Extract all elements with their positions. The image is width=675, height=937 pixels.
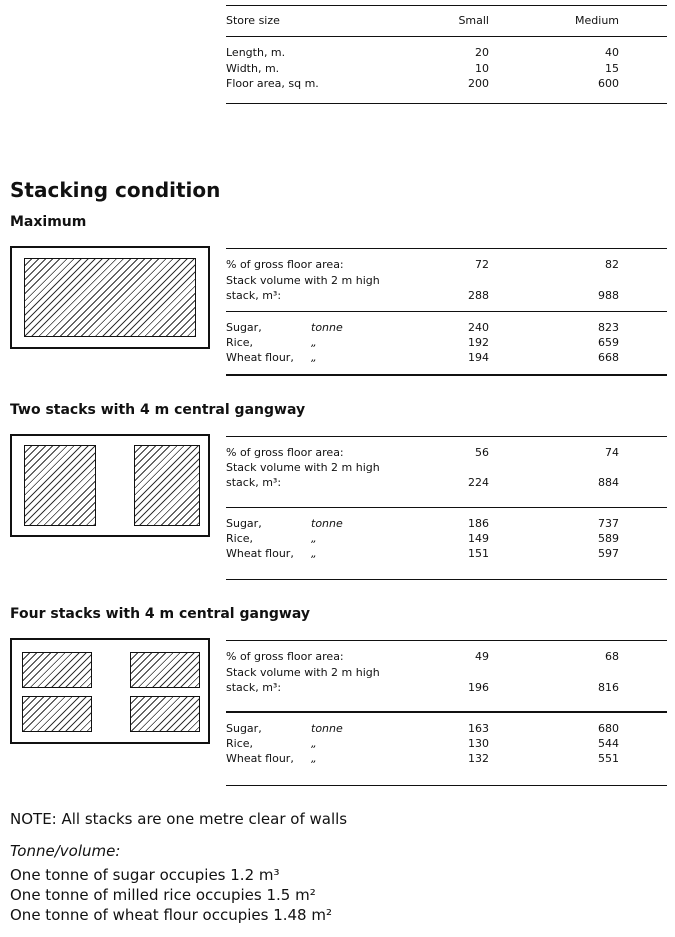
rice-unit: „ (311, 532, 317, 545)
stack-hatch (24, 258, 196, 337)
wheat-flour-label: Wheat flour, (226, 351, 294, 364)
rice-label: Rice, (226, 336, 254, 349)
section-mid-rule (226, 711, 667, 713)
rice-label: Rice, (226, 737, 254, 750)
stack-hatch-top-right (130, 652, 200, 688)
sugar-small: 186 (468, 517, 489, 530)
gross-label: % of gross floor area: (226, 446, 344, 459)
header-medium: Medium (575, 14, 619, 27)
gross-small: 56 (475, 446, 489, 459)
volume-medium: 988 (598, 289, 619, 302)
sugar-label: Sugar, (226, 517, 262, 530)
wheat-flour-small: 132 (468, 752, 489, 765)
volume-label-1: Stack volume with 2 m high (226, 461, 380, 474)
length-small: 20 (475, 46, 489, 59)
section-bottom-rule (226, 785, 667, 786)
section-top-rule (226, 640, 667, 641)
wheat-flour-small: 151 (468, 547, 489, 560)
note-text: NOTE: All stacks are one metre clear of walls (10, 810, 348, 828)
tonne-volume-subtitle: Tonne/volume: (10, 842, 121, 860)
width-medium: 15 (605, 62, 619, 75)
sugar-unit: tonne (311, 722, 343, 735)
wheat-flour-medium: 597 (598, 547, 619, 560)
header-rule (226, 36, 667, 37)
gross-label: % of gross floor area: (226, 650, 344, 663)
header-small: Small (458, 14, 489, 27)
length-medium: 40 (605, 46, 619, 59)
sugar-small: 240 (468, 321, 489, 334)
section-title-two-stacks: Two stacks with 4 m central gangway (10, 402, 306, 418)
stacking-condition-title: Stacking condition (10, 178, 221, 202)
volume-label-2: stack, m³: (226, 289, 282, 302)
floor-area-label: Floor area, sq m. (226, 77, 319, 90)
wheat-flour-unit: „ (311, 752, 317, 765)
sugar-unit: tonne (311, 321, 343, 334)
sugar-medium: 737 (598, 517, 619, 530)
width-small: 10 (475, 62, 489, 75)
rice-medium: 589 (598, 532, 619, 545)
section-title-maximum: Maximum (10, 214, 87, 230)
stack-hatch-left (24, 445, 96, 526)
diagram-four-stacks (10, 638, 210, 744)
volume-small: 288 (468, 289, 489, 302)
header-store-size: Store size (226, 14, 280, 27)
sugar-label: Sugar, (226, 722, 262, 735)
floor-area-medium: 600 (598, 77, 619, 90)
diagram-two-stacks (10, 434, 210, 537)
section-table-four-stacks (226, 640, 667, 790)
section-bottom-rule (226, 579, 667, 580)
table-top-rule (226, 5, 667, 6)
stack-hatch-top-left (22, 652, 92, 688)
rice-small: 130 (468, 737, 489, 750)
rice-medium: 659 (598, 336, 619, 349)
volume-small: 196 (468, 681, 489, 694)
section-mid-rule (226, 507, 667, 508)
gross-medium: 74 (605, 446, 619, 459)
rice-unit: „ (311, 737, 317, 750)
section-top-rule (226, 248, 667, 249)
wheat-flour-unit: „ (311, 547, 317, 560)
gross-small: 49 (475, 650, 489, 663)
length-label: Length, m. (226, 46, 286, 59)
rice-label: Rice, (226, 532, 254, 545)
wheat-flour-small: 194 (468, 351, 489, 364)
wheat-flour-label: Wheat flour, (226, 547, 294, 560)
stack-hatch-right (134, 445, 200, 526)
stack-hatch-bottom-right (130, 696, 200, 732)
table-bottom-rule (226, 103, 667, 104)
sugar-label: Sugar, (226, 321, 262, 334)
sugar-unit: tonne (311, 517, 343, 530)
volume-label-2: stack, m³: (226, 476, 282, 489)
sugar-medium: 823 (598, 321, 619, 334)
note-line-wheat-flour: One tonne of wheat flour occupies 1.48 m² (10, 906, 332, 924)
volume-small: 224 (468, 476, 489, 489)
wheat-flour-label: Wheat flour, (226, 752, 294, 765)
section-top-rule (226, 436, 667, 437)
wheat-flour-medium: 668 (598, 351, 619, 364)
width-label: Width, m. (226, 62, 280, 75)
rice-small: 192 (468, 336, 489, 349)
store-size-table (226, 0, 667, 110)
wheat-flour-unit: „ (311, 351, 317, 364)
section-bottom-rule (226, 374, 667, 376)
volume-medium: 884 (598, 476, 619, 489)
gross-small: 72 (475, 258, 489, 271)
volume-label-1: Stack volume with 2 m high (226, 666, 380, 679)
volume-label-2: stack, m³: (226, 681, 282, 694)
section-table-maximum (226, 248, 667, 378)
floor-area-small: 200 (468, 77, 489, 90)
gross-medium: 82 (605, 258, 619, 271)
rice-small: 149 (468, 532, 489, 545)
wheat-flour-medium: 551 (598, 752, 619, 765)
sugar-medium: 680 (598, 722, 619, 735)
gross-label: % of gross floor area: (226, 258, 344, 271)
section-title-four-stacks: Four stacks with 4 m central gangway (10, 606, 311, 622)
volume-medium: 816 (598, 681, 619, 694)
section-mid-rule (226, 311, 667, 312)
note-line-sugar: One tonne of sugar occupies 1.2 m³ (10, 866, 280, 884)
rice-unit: „ (311, 336, 317, 349)
gross-medium: 68 (605, 650, 619, 663)
volume-label-1: Stack volume with 2 m high (226, 274, 380, 287)
sugar-small: 163 (468, 722, 489, 735)
diagram-maximum (10, 246, 210, 349)
rice-medium: 544 (598, 737, 619, 750)
note-line-rice: One tonne of milled rice occupies 1.5 m² (10, 886, 316, 904)
stack-hatch-bottom-left (22, 696, 92, 732)
section-table-two-stacks (226, 436, 667, 582)
